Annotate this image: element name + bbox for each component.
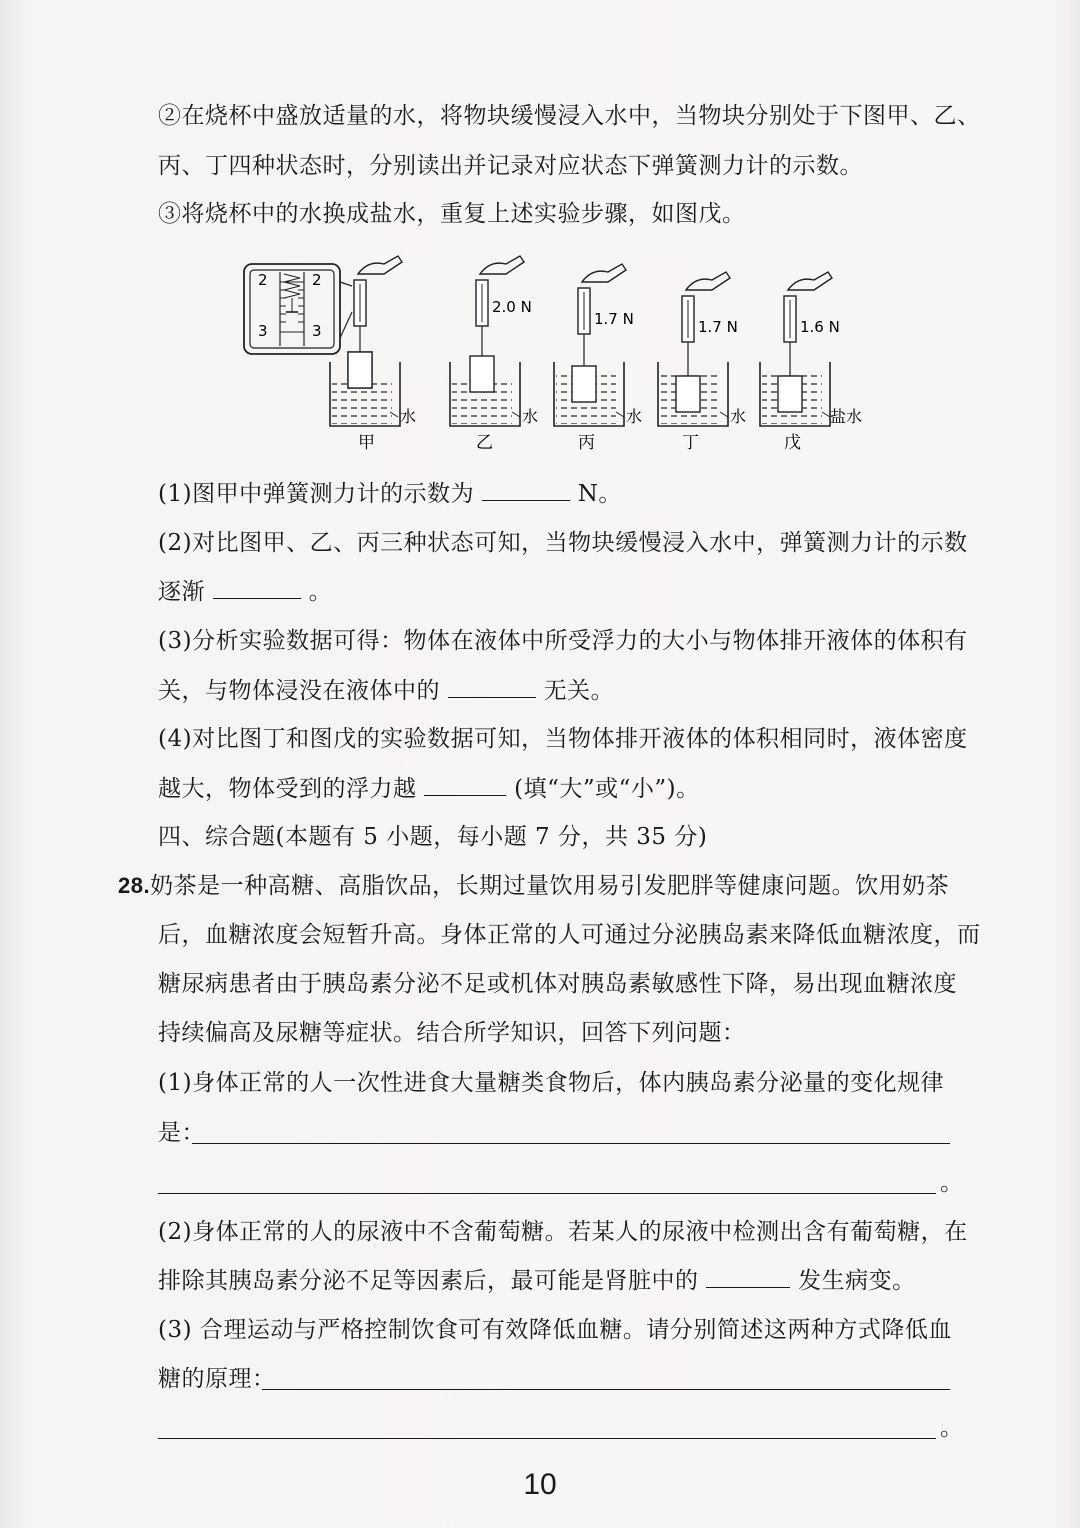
zoom-tick-3-left: 3: [258, 322, 268, 340]
reading-ding: 1.7 N: [698, 318, 738, 336]
q28-part1-line2: 是：: [158, 1120, 205, 1146]
q28-number: 28.: [118, 873, 151, 898]
q27-p3-end: 无关。: [543, 678, 615, 704]
liquid-label-bing: 水: [626, 407, 643, 426]
step3-line: ③将烧杯中的水换成盐水，重复上述实验步骤，如图戊。: [158, 201, 746, 227]
page-number: 10: [523, 1468, 557, 1501]
q27-p3-text: 关，与物体浸没在液体中的: [158, 678, 440, 704]
liquid-label-jia: 水: [400, 407, 417, 426]
q28-p3-answer-line1[interactable]: [262, 1389, 950, 1390]
q27-part2-line1: (2)对比图甲、乙、丙三种状态可知，当物块缓慢浸入水中，弹簧测力计的示数: [158, 530, 968, 556]
reading-wu: 1.6 N: [800, 318, 840, 336]
setup-jia: [330, 256, 416, 453]
zoom-tick-2-right: 2: [312, 271, 322, 289]
q28-p2-answer-blank[interactable]: [706, 1265, 790, 1288]
zoomed-scale-inset: [244, 264, 352, 354]
q28-intro-text-1: 奶茶是一种高糖、高脂饮品，长期过量饮用易引发肥胖等健康问题。饮用奶茶: [150, 873, 950, 899]
q28-p3-answer-line2[interactable]: [158, 1438, 936, 1439]
zoom-tick-2-left: 2: [258, 271, 268, 289]
step2-line2: 丙、丁四种状态时，分别读出并记录对应状态下弹簧测力计的示数。: [158, 153, 863, 179]
section-4-heading: 四、综合题(本题有 5 小题，每小题 7 分，共 35 分): [158, 824, 708, 850]
q27-p1-unit: N。: [577, 481, 622, 507]
state-label-ding: 丁: [682, 433, 699, 453]
q28-intro-line2: 后，血糖浓度会短暂升高。身体正常的人可通过分泌胰岛素来降低血糖浓度，而: [158, 922, 981, 948]
state-label-bing: 丙: [578, 433, 595, 453]
q27-p4-text: 越大，物体受到的浮力越: [158, 776, 417, 802]
q28-part2-line2: [158, 1265, 916, 1296]
reading-yi: 2.0 N: [492, 298, 532, 316]
liquid-label-yi: 水: [522, 407, 539, 426]
q28-p1-answer-line1[interactable]: [192, 1143, 950, 1144]
setup-ding: [658, 272, 746, 453]
q27-p2-answer-blank[interactable]: [213, 576, 301, 599]
q27-p1-answer-blank[interactable]: [482, 478, 570, 501]
q28-p3-end: 。: [940, 1415, 964, 1441]
zoom-tick-3-right: 3: [312, 322, 322, 340]
q28-p2-text: 排除其胰岛素分泌不足等因素后，最可能是肾脏中的: [158, 1268, 699, 1294]
q27-p4-end: (填“大”或“小”)。: [514, 776, 700, 802]
liquid-label-wu: 盐水: [830, 407, 863, 426]
q27-part4-line2: [158, 773, 700, 804]
q27-part4-line1: (4)对比图丁和图戊的实验数据可知，当物体排开液体的体积相同时，液体密度: [158, 726, 968, 752]
q27-p2-text: 逐渐: [158, 579, 205, 605]
setup-wu: [760, 272, 862, 453]
q28-p1-answer-line2[interactable]: [158, 1193, 936, 1194]
step2-line1: ②在烧杯中盛放适量的水，将物块缓慢浸入水中，当物块分别处于下图甲、乙、: [158, 103, 981, 129]
liquid-label-ding: 水: [730, 407, 747, 426]
q28-part3-line2: 糖的原理：: [158, 1366, 276, 1392]
experiment-figure: [240, 252, 880, 457]
q27-part3-line2: [158, 675, 614, 706]
q28-part1-line1: (1)身体正常的人一次性进食大量糖类食物后，体内胰岛素分泌量的变化规律: [158, 1070, 945, 1096]
setup-bing: [554, 264, 642, 453]
q27-part1: [158, 478, 622, 509]
state-label-wu: 戊: [784, 433, 801, 453]
q28-p2-end: 发生病变。: [798, 1268, 916, 1294]
q28-part2-line1: (2)身体正常的人的尿液中不含葡萄糖。若某人的尿液中检测出含有葡萄糖，在: [158, 1219, 968, 1245]
state-label-jia: 甲: [358, 433, 375, 453]
setup-yi: [450, 256, 538, 453]
q28-part3-line1: (3) 合理运动与严格控制饮食可有效降低血糖。请分别简述这两种方式降低血: [158, 1317, 952, 1343]
reading-bing: 1.7 N: [594, 310, 634, 328]
q27-p2-end: 。: [308, 579, 333, 605]
state-label-yi: 乙: [476, 433, 493, 453]
q27-part3-line1: (3)分析实验数据可得：物体在液体中所受浮力的大小与物体排开液体的体积有: [158, 628, 968, 654]
q27-part2-line2: [158, 576, 332, 607]
q28-intro-line4: 持续偏高及尿糖等症状。结合所学知识，回答下列问题：: [158, 1020, 746, 1046]
q28-intro-line3: 糖尿病患者由于胰岛素分泌不足或机体对胰岛素敏感性下降，易出现血糖浓度: [158, 971, 957, 997]
q28-intro-line1: [118, 871, 949, 901]
q28-p1-end: 。: [940, 1170, 964, 1196]
q27-p3-answer-blank[interactable]: [448, 675, 536, 698]
q27-p4-answer-blank[interactable]: [424, 773, 506, 796]
q27-p1-text: (1)图甲中弹簧测力计的示数为: [158, 481, 475, 507]
